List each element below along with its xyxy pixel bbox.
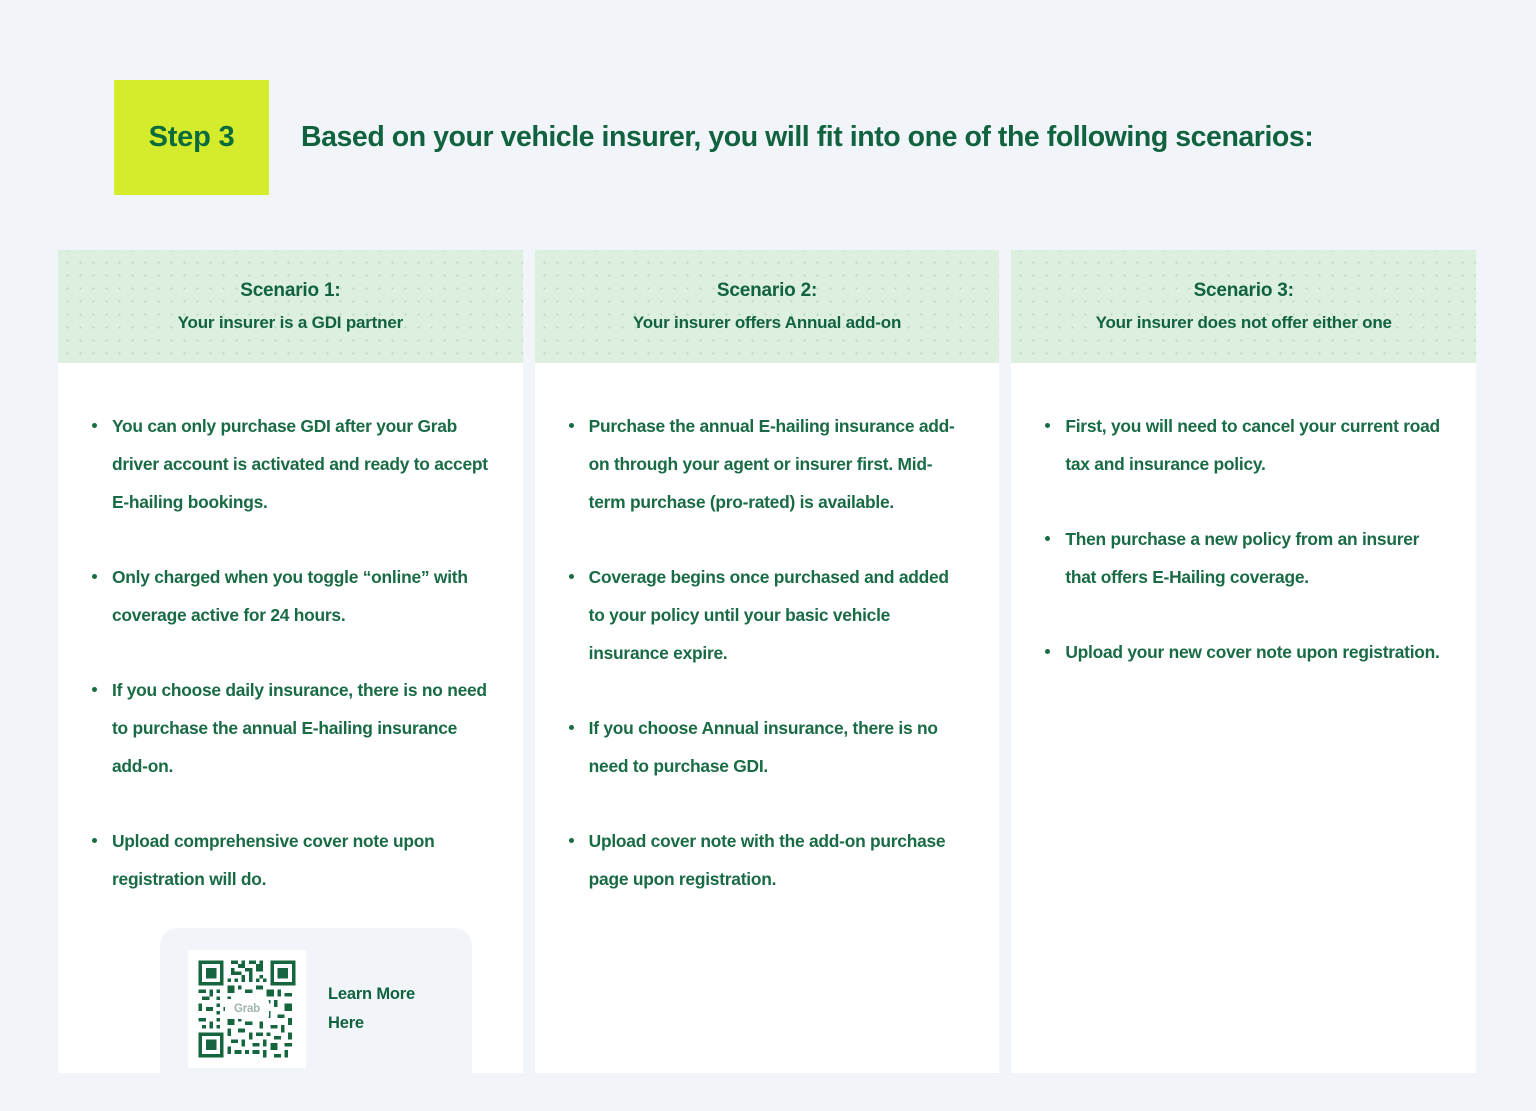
qr-code-icon[interactable] xyxy=(188,950,306,1068)
step-badge-label: Step 3 xyxy=(148,121,235,153)
scenario-card-2-body xyxy=(535,363,1000,1073)
list-item-text: You can only purchase GDI after your Grab driver account is activated and ready to accept E-hailing bookings. xyxy=(112,416,488,512)
list-item-text: Upload your new cover note upon registration. xyxy=(1065,642,1440,662)
bullet-dot-icon xyxy=(92,423,97,428)
list-item xyxy=(1039,633,1442,671)
scenario-3-bullet-list xyxy=(1039,407,1442,671)
bullet-dot-icon xyxy=(569,574,574,579)
list-item xyxy=(1039,520,1442,596)
list-item xyxy=(86,407,489,521)
step-badge xyxy=(114,80,269,195)
list-item xyxy=(563,822,966,898)
list-item-text: Upload cover note with the add-on purchase page upon registration. xyxy=(588,831,946,889)
bullet-dot-icon xyxy=(92,574,97,579)
scenario-card-2-header xyxy=(535,250,1000,363)
list-item xyxy=(86,671,489,785)
list-item-text: Coverage begins once purchased and added to your policy until your basic vehicle insurance expire. xyxy=(588,567,949,663)
bullet-dot-icon xyxy=(569,725,574,730)
scenario-3-title: Scenario 3: xyxy=(1193,280,1294,301)
learn-more-qr-card[interactable] xyxy=(160,928,472,1073)
grab-logo: Grab xyxy=(225,999,269,1019)
learn-more-label: Learn More Here xyxy=(328,985,415,1032)
scenario-1-bullet-list xyxy=(86,407,489,898)
scenario-1-title: Scenario 1: xyxy=(240,280,341,301)
scenario-card-3-body xyxy=(1011,363,1476,1073)
scenario-2-subtitle: Your insurer offers Annual add-on xyxy=(632,313,902,332)
scenario-columns xyxy=(58,250,1476,1073)
page-title: Based on your vehicle insurer, you will fit into one of the following scenarios: xyxy=(301,121,1314,153)
list-item-text: Purchase the annual E-hailing insurance add-on through your agent or insurer first. Mid-term purchase (pro-rated) is available. xyxy=(588,416,955,512)
scenario-2-title: Scenario 2: xyxy=(716,280,818,301)
list-item xyxy=(563,558,966,672)
bullet-dot-icon xyxy=(92,838,97,843)
scenario-card-3 xyxy=(1011,250,1476,1073)
list-item xyxy=(1039,407,1442,483)
list-item xyxy=(86,822,489,898)
step-header xyxy=(114,80,1313,195)
scenario-card-2 xyxy=(535,250,1000,1073)
scenario-card-1 xyxy=(58,250,523,1073)
bullet-dot-icon xyxy=(569,838,574,843)
scenario-1-subtitle: Your insurer is a GDI partner xyxy=(177,313,403,332)
list-item-text: Then purchase a new policy from an insurer that offers E-Hailing coverage. xyxy=(1065,529,1420,587)
scenario-2-bullet-list xyxy=(563,407,966,898)
list-item-text: First, you will need to cancel your current road tax and insurance policy. xyxy=(1065,416,1440,474)
scenario-card-3-header xyxy=(1011,250,1476,363)
bullet-dot-icon xyxy=(569,423,574,428)
list-item xyxy=(86,558,489,634)
scenario-card-1-header xyxy=(58,250,523,363)
list-item-text: If you choose daily insurance, there is no need to purchase the annual E-hailing insurance add-on. xyxy=(112,680,487,776)
bullet-dot-icon xyxy=(1045,649,1050,654)
list-item-text: If you choose Annual insurance, there is no need to purchase GDI. xyxy=(588,718,938,776)
list-item-text: Upload comprehensive cover note upon registration will do. xyxy=(112,831,435,889)
list-item xyxy=(563,407,966,521)
list-item-text: Only charged when you toggle “online” with coverage active for 24 hours. xyxy=(112,567,468,625)
bullet-dot-icon xyxy=(92,687,97,692)
list-item xyxy=(563,709,966,785)
bullet-dot-icon xyxy=(1045,536,1050,541)
scenario-card-1-body xyxy=(58,363,523,1073)
bullet-dot-icon xyxy=(1045,423,1050,428)
scenario-3-subtitle: Your insurer does not offer either one xyxy=(1095,313,1392,332)
